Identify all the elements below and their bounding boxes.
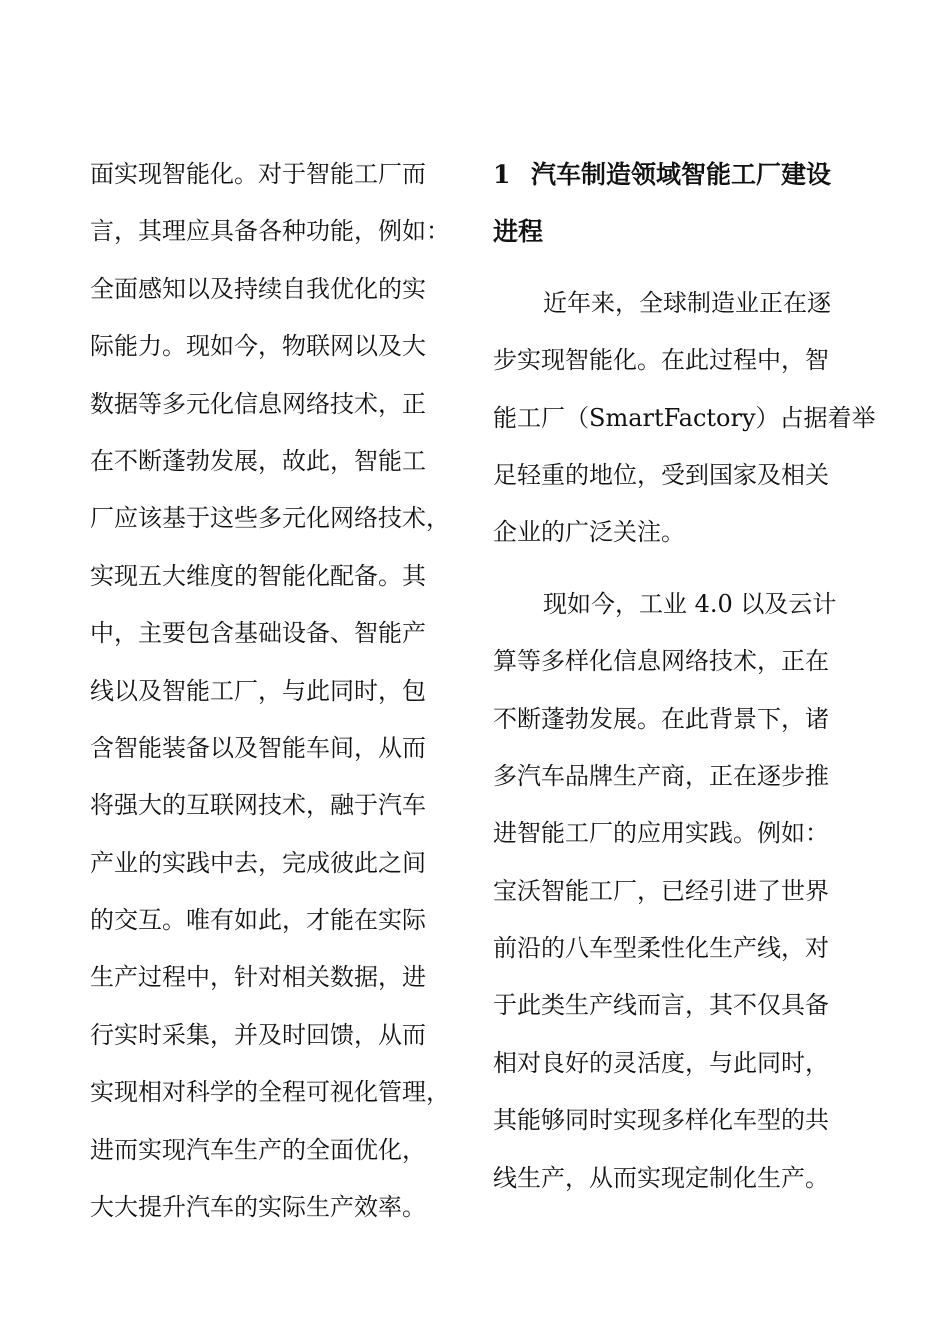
text-line: 的交互。唯有如此，才能在实际 [90,906,426,935]
text-line: 全面感知以及持续自我优化的实 [90,274,426,303]
text-line: 含智能装备以及智能车间，从而 [90,733,426,762]
paragraph-2 [493,576,865,1207]
text-line: 中，主要包含基础设备、智能产 [90,619,426,648]
left-column [90,146,468,1236]
text-line: 产业的实践中去，完成彼此之间 [90,848,426,877]
text-line: 线生产，从而实现定制化生产。 [493,1163,829,1192]
text-line: 近年来，全球制造业正在逐 [543,288,831,317]
text-line: 实现相对科学的全程可视化管理， [90,1078,450,1107]
text-line: 在不断蓬勃发展，故此，智能工 [90,446,426,475]
text-line: 相对良好的灵活度，与此同时， [493,1048,829,1077]
text-line: 大大提升汽车的实际生产效率。 [90,1193,426,1222]
heading-text: 汽车制造领域智能工厂建设 [531,160,832,189]
section-number: 1 [493,160,511,189]
text-line: 面实现智能化。对于智能工厂而 [90,160,426,188]
text-line: 进智能工厂的应用实践。例如： [493,819,829,848]
text-line: 言，其理应具备各种功能，例如： [90,217,450,246]
text-line: 步实现智能化。在此过程中，智 [493,346,829,375]
text-line: 将强大的互联网技术，融于汽车 [90,791,426,820]
text-line: 进而实现汽车生产的全面优化， [90,1135,426,1164]
text-line: 能工厂（SmartFactory）占据着举 [493,403,876,432]
text-line: 前沿的八车型柔性化生产线，对 [493,934,829,963]
text-line: 行实时采集，并及时回馈，从而 [90,1020,426,1049]
text-line: 其能够同时实现多样化车型的共 [493,1106,829,1135]
text-line: 于此类生产线而言，其不仅具备 [493,991,829,1020]
heading-line-1 [493,146,865,203]
text-line: 企业的广泛关注。 [493,518,685,547]
text-line: 实现五大维度的智能化配备。其 [90,561,426,590]
text-line: 数据等多元化信息网络技术，正 [90,389,426,418]
paragraph-1 [493,275,876,562]
text-line: 不断蓬勃发展。在此背景下，诸 [493,704,829,733]
text-line: 现如今，工业 4.0 以及云计 [543,589,837,618]
text-line: 算等多样化信息网络技术，正在 [493,647,829,676]
text-line: 际能力。现如今，物联网以及大 [90,332,426,361]
text-line: 足轻重的地位，受到国家及相关 [493,460,829,489]
right-column [493,146,876,1207]
text-line: 厂应该基于这些多元化网络技术， [90,504,450,533]
text-line: 宝沃智能工厂，已经引进了世界 [493,876,829,905]
text-line: 多汽车品牌生产商，正在逐步推 [493,761,829,790]
heading-line-2: 进程 [493,217,544,247]
text-line: 生产过程中，针对相关数据，进 [90,963,426,992]
section-heading [493,146,865,261]
text-line: 线以及智能工厂，与此同时，包 [90,676,426,705]
